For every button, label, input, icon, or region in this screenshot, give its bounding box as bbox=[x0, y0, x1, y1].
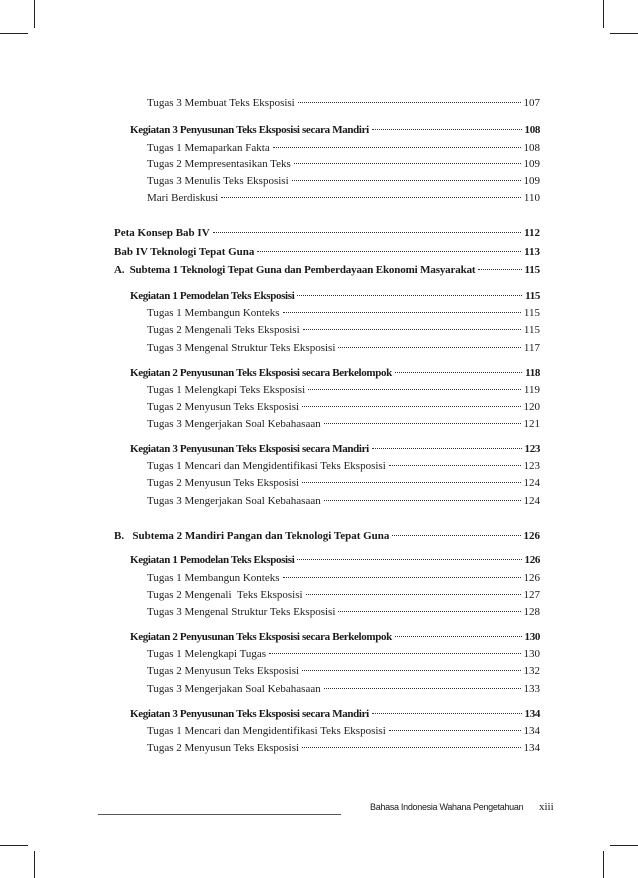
toc-entry-page: 108 bbox=[524, 124, 540, 136]
toc-entry-label: Kegiatan 1 Pemodelan Teks Eksposisi bbox=[130, 290, 295, 302]
toc-entry[interactable] bbox=[147, 724, 540, 738]
toc-entry[interactable] bbox=[114, 263, 540, 277]
leader-dots bbox=[478, 269, 521, 270]
toc-entry-page: 126 bbox=[523, 530, 540, 542]
toc-entry[interactable] bbox=[147, 682, 540, 696]
toc-entry[interactable] bbox=[147, 400, 540, 414]
toc-entry-page: 126 bbox=[524, 554, 540, 566]
leader-dots bbox=[283, 577, 521, 578]
toc-entry-page: 120 bbox=[523, 401, 540, 413]
toc-entry[interactable] bbox=[147, 647, 540, 661]
toc-entry-page: 108 bbox=[523, 142, 540, 154]
leader-dots bbox=[292, 180, 521, 181]
toc-entry-label: Tugas 1 Melengkapi Tugas bbox=[147, 648, 267, 660]
footer-book-title: Bahasa Indonesia Wahana Pengetahuan bbox=[370, 802, 524, 812]
toc-entry-label: Peta Konsep Bab IV bbox=[114, 227, 210, 239]
toc-entry-label: Tugas 1 Melengkapi Teks Eksposisi bbox=[147, 384, 306, 396]
toc-entry-page: 132 bbox=[523, 665, 540, 677]
footer-page-number: xiii bbox=[539, 801, 554, 813]
toc-entry-label: Tugas 2 Mengenali Teks Eksposisi bbox=[147, 589, 303, 601]
toc-entry-label: Tugas 3 Mengerjakan Soal Kebahasaan bbox=[147, 683, 321, 695]
toc-entry[interactable] bbox=[130, 630, 540, 644]
toc-entry-page: 118 bbox=[525, 367, 540, 379]
leader-dots bbox=[302, 670, 520, 671]
toc-entry[interactable] bbox=[147, 323, 540, 337]
leader-dots bbox=[298, 102, 521, 103]
leader-dots bbox=[338, 347, 521, 348]
toc-entry[interactable] bbox=[147, 191, 540, 205]
toc-entry-page: 121 bbox=[523, 418, 540, 430]
toc-entry[interactable] bbox=[147, 141, 540, 155]
toc-entry[interactable] bbox=[147, 664, 540, 678]
toc-entry-label: Kegiatan 3 Penyusunan Teks Eksposisi secara Mandiri bbox=[130, 708, 369, 720]
toc-entry-page: 109 bbox=[523, 175, 540, 187]
toc-entry-page: 130 bbox=[523, 648, 540, 660]
toc-entry-page: 107 bbox=[523, 97, 540, 109]
leader-dots bbox=[372, 713, 522, 714]
toc-entry[interactable] bbox=[130, 289, 540, 303]
toc-entry-page: 128 bbox=[523, 606, 540, 618]
toc-entry-label: Tugas 2 Menyusun Teks Eksposisi bbox=[147, 401, 300, 413]
toc-entry[interactable] bbox=[130, 707, 540, 721]
toc-entry[interactable] bbox=[147, 96, 540, 110]
leader-dots bbox=[324, 500, 521, 501]
footer-rule bbox=[98, 814, 341, 815]
leader-dots bbox=[302, 482, 520, 483]
toc-entry-page: 126 bbox=[523, 572, 540, 584]
toc-entry-label: Tugas 3 Mengenal Struktur Teks Eksposisi bbox=[147, 342, 336, 354]
leader-dots bbox=[372, 129, 522, 130]
toc-entry[interactable] bbox=[147, 588, 540, 602]
toc-entry-page: 117 bbox=[523, 342, 540, 354]
toc-entry[interactable] bbox=[130, 442, 540, 456]
leader-dots bbox=[283, 312, 521, 313]
leader-dots bbox=[306, 594, 521, 595]
toc-entry-label: Kegiatan 2 Penyusunan Teks Eksposisi secara Berkelompok bbox=[130, 367, 392, 379]
toc-entry-page: 124 bbox=[523, 495, 540, 507]
toc-entry-label: Tugas 1 Membangun Konteks bbox=[147, 572, 280, 584]
toc-entry-page: 110 bbox=[523, 192, 540, 204]
toc-entry-label: A. Subtema 1 Teknologi Tepat Guna dan Pemberdayaan Ekonomi Masyarakat bbox=[114, 264, 476, 276]
toc-entry[interactable] bbox=[147, 417, 540, 431]
toc-entry-page: 134 bbox=[524, 708, 540, 720]
toc-entry[interactable] bbox=[147, 605, 540, 619]
toc-entry-label: Tugas 2 Mengenali Teks Eksposisi bbox=[147, 324, 300, 336]
toc-entry-label: Tugas 1 Membangun Konteks bbox=[147, 307, 280, 319]
leader-dots bbox=[269, 653, 520, 654]
toc-entry-page: 115 bbox=[524, 264, 540, 276]
toc-entry-label: Kegiatan 3 Penyusunan Teks Eksposisi secara Mandiri bbox=[130, 124, 369, 136]
toc-entry-label: Tugas 3 Mengenal Struktur Teks Eksposisi bbox=[147, 606, 336, 618]
toc-entry[interactable] bbox=[147, 383, 540, 397]
leader-dots bbox=[303, 329, 521, 330]
leader-dots bbox=[302, 406, 520, 407]
toc-entry-label: Tugas 2 Menyusun Teks Eksposisi bbox=[147, 477, 300, 489]
leader-dots bbox=[213, 232, 521, 233]
toc-entry-label: Tugas 3 Menulis Teks Eksposisi bbox=[147, 175, 289, 187]
toc-entry-page: 109 bbox=[523, 158, 540, 170]
leader-dots bbox=[308, 389, 521, 390]
leader-dots bbox=[324, 688, 521, 689]
leader-dots bbox=[273, 147, 521, 148]
leader-dots bbox=[389, 465, 521, 466]
toc-entry[interactable] bbox=[130, 123, 540, 137]
leader-dots bbox=[395, 372, 522, 373]
leader-dots bbox=[324, 423, 521, 424]
toc-entry[interactable] bbox=[130, 366, 540, 380]
toc-entry-page: 119 bbox=[523, 384, 540, 396]
toc-entry-label: Tugas 1 Memaparkan Fakta bbox=[147, 142, 270, 154]
toc-entry-page: 115 bbox=[525, 290, 540, 302]
toc-entry-page: 123 bbox=[523, 460, 540, 472]
toc-entry[interactable] bbox=[130, 553, 540, 567]
toc-entry[interactable] bbox=[147, 157, 540, 171]
toc-entry[interactable] bbox=[147, 174, 540, 188]
toc-entry-page: 115 bbox=[523, 324, 540, 336]
toc-entry-page: 133 bbox=[523, 683, 540, 695]
leader-dots bbox=[297, 559, 521, 560]
toc-entry-page: 130 bbox=[524, 631, 540, 643]
leader-dots bbox=[297, 295, 522, 296]
toc-entry-label: Kegiatan 1 Pemodelan Teks Eksposisi bbox=[130, 554, 295, 566]
toc-entry-label: Tugas 1 Mencari dan Mengidentifikasi Teks Eksposisi bbox=[147, 725, 386, 737]
toc-entry-label: Tugas 3 Membuat Teks Eksposisi bbox=[147, 97, 295, 109]
toc-entry[interactable] bbox=[147, 494, 540, 508]
toc-entry-label: Mari Berdiskusi bbox=[147, 192, 219, 204]
toc-entry-page: 123 bbox=[524, 443, 540, 455]
toc-entry-page: 124 bbox=[523, 477, 540, 489]
toc-entry-label: Bab IV Teknologi Tepat Guna bbox=[114, 246, 255, 258]
leader-dots bbox=[338, 611, 520, 612]
toc-entry[interactable] bbox=[147, 306, 540, 320]
toc-entry-page: 112 bbox=[524, 227, 540, 239]
leader-dots bbox=[257, 251, 521, 252]
toc-entry-label: Kegiatan 3 Penyusunan Teks Eksposisi secara Mandiri bbox=[130, 443, 369, 455]
toc-entry-page: 134 bbox=[523, 725, 540, 737]
toc-entry-label: Tugas 2 Menyusun Teks Eksposisi bbox=[147, 742, 300, 754]
leader-dots bbox=[372, 448, 522, 449]
leader-dots bbox=[221, 197, 521, 198]
toc-entry[interactable] bbox=[147, 476, 540, 490]
toc-entry-label: Tugas 3 Mengerjakan Soal Kebahasaan bbox=[147, 495, 321, 507]
toc-entry[interactable] bbox=[114, 245, 540, 259]
toc-entry-label: Tugas 2 Menyusun Teks Eksposisi bbox=[147, 665, 300, 677]
toc-entry-label: Tugas 3 Mengerjakan Soal Kebahasaan bbox=[147, 418, 321, 430]
toc-entry[interactable] bbox=[114, 529, 540, 543]
toc-entry-label: Tugas 2 Mempresentasikan Teks bbox=[147, 158, 291, 170]
toc-entry-label: Kegiatan 2 Penyusunan Teks Eksposisi secara Berkelompok bbox=[130, 631, 392, 643]
toc-entry-label: Tugas 1 Mencari dan Mengidentifikasi Teks Eksposisi bbox=[147, 460, 386, 472]
toc-entry[interactable] bbox=[147, 741, 540, 755]
toc-entry-page: 113 bbox=[524, 246, 540, 258]
toc-entry[interactable] bbox=[147, 459, 540, 473]
leader-dots bbox=[395, 636, 522, 637]
toc-entry[interactable] bbox=[147, 571, 540, 585]
toc-entry[interactable] bbox=[147, 341, 540, 355]
leader-dots bbox=[389, 730, 521, 731]
leader-dots bbox=[294, 163, 521, 164]
toc-entry-label: B. Subtema 2 Mandiri Pangan dan Teknologi Tepat Guna bbox=[114, 530, 390, 542]
toc-entry-page: 127 bbox=[523, 589, 540, 601]
leader-dots bbox=[392, 535, 520, 536]
toc-entry-page: 115 bbox=[523, 307, 540, 319]
toc-entry-page: 134 bbox=[523, 742, 540, 754]
toc-entry[interactable] bbox=[114, 226, 540, 240]
leader-dots bbox=[302, 747, 520, 748]
